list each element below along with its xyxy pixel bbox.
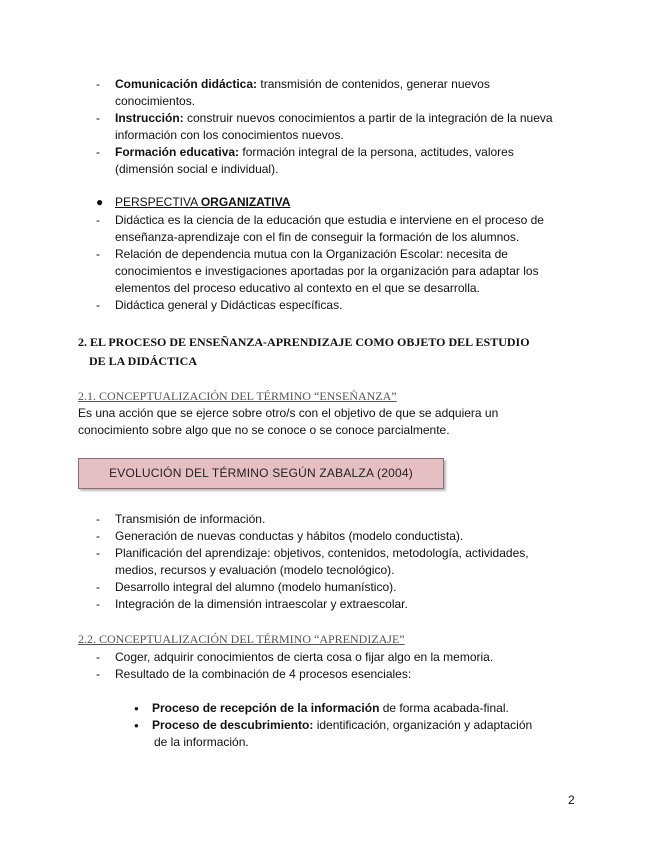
list-item: - Generación de nuevas conductas y hábitos (modelo conductista). [0,528,560,545]
list-item: - Relación de dependencia mutua con la Organización Escolar: necesita de conocimientos e investigaciones aportadas por la organización para adaptar los elementos del proceso educativo al contexto en el que se desarrolla. [0,246,560,297]
perspectiva-list [0,212,600,314]
term: Formación educativa: [115,145,240,159]
term: Instrucción: [115,111,184,125]
term: Proceso de recepción de la información [152,701,380,715]
paragraph-ensenanza: Es una acción que se ejerce sobre otro/s con el objetivo de que se adquiera un conocimiento sobre algo que no se conoce o se conoce parcialmente. [78,406,499,437]
list-item: - Comunicación didáctica: transmisión de contenidos, generar nuevos conocimientos. [0,76,560,110]
term: Proceso de descubrimiento: [152,718,314,732]
list-item: - Transmisión de información. [0,511,560,528]
list-item: ● Proceso de descubrimiento: identificación, organización y adaptación de la información. [0,717,572,751]
section1-list [0,76,600,178]
aprendizaje-list [0,649,600,683]
evolucion-list [0,511,600,613]
list-item: - Instrucción: construir nuevos conocimientos a partir de la integración de la nueva información con los conocimientos nuevos. [0,110,560,144]
subheading-2-1: 2.1. CONCEPTUALIZACIÓN DEL TÉRMINO “ENSEÑANZA” [78,389,397,403]
page-number: 2 [568,793,575,807]
subheading-2-2: 2.2. CONCEPTUALIZACIÓN DEL TÉRMINO “APRENDIZAJE” [78,632,405,646]
list-item: - Desarrollo integral del alumno (modelo humanístico). [0,579,560,596]
procesos-list [0,700,600,751]
list-item: - Didáctica es la ciencia de la educación que estudia e interviene en el proceso de enseñanza-aprendizaje con el fin de conseguir la formación de los alumnos. [0,212,560,246]
list-item: - Resultado de la combinación de 4 procesos esenciales: [0,666,560,683]
list-item: - Formación educativa: formación integral de la persona, actitudes, valores (dimensión social e individual). [0,144,560,178]
list-item: - Didáctica general y Didácticas específicas. [0,297,560,314]
evolucion-banner: EVOLUCIÓN DEL TÉRMINO SEGÚN ZABALZA (2004) [78,458,444,489]
list-item: - Planificación del aprendizaje: objetivos, contenidos, metodología, actividades, medios, recursos y evaluación (modelo tecnológico). [0,545,560,579]
section-heading-2: 2. EL PROCESO DE ENSEÑANZA-APRENDIZAJE COMO OBJETO DEL ESTUDIO DE LA DIDÁCTICA [78,335,530,368]
bullet-icon: ● [96,195,104,209]
term: Comunicación didáctica: [115,77,258,91]
document-page: - Comunicación didáctica: transmisión de contenidos, generar nuevos conocimientos. - Instrucción: construir nuevos conocimientos a partir de la integración de la nueva información con los conocimientos nuevos. - Formación educativa: formación integral de la persona, actitudes, valores (dimensión social e individual). ● PERSPECTIVA ORGANIZATIVA - Didáctica es la ciencia de la educación que estudia e interviene en el proceso de enseñanza-aprendizaje con el fin de conseguir la formación de los alumnos. - Relación de dependencia mutua con la Organización Escolar: necesita de conocimientos e investigaciones aportadas por la organización para adaptar los elementos del proceso educativo al contexto en el que se desarrolla. - Didáctica general y Didácticas específicas. 2. EL PROCESO DE ENSEÑANZA-APRENDIZAJE COMO OBJETO DEL ESTUDIO DE LA DIDÁCTICA 2.1. CONCEPTUALIZACIÓN DEL TÉRMINO “ENSEÑANZA” Es una acción que se ejerce sobre otro/s con el objetivo de que se adquiera un conocimiento sobre algo que no se conoce o se conoce parcialmente. EVOLUCIÓN DEL TÉRMINO SEGÚN ZABALZA (2004) - Transmisión de información. - Generación de nuevas conductas y hábitos (modelo conductista). - Planificación del aprendizaje: objetivos, contenidos, metodología, actividades, medios, recursos y evaluación (modelo tecnológico). - Desarrollo integral del alumno (modelo humanístico). - Integración de la dimensión intraescolar y extraescolar. 2.2. CONCEPTUALIZACIÓN DEL TÉRMINO “APRENDIZAJE” - Coger, adquirir conocimientos de cierta cosa o fijar algo en la memoria. - Resultado de la combinación de 4 procesos esenciales: ● Proceso de recepción de la información de forma acabada-final. ● Proceso de descubrimiento: identificación, organización y adaptación de la información. 2 [0,0,655,848]
list-item: ● Proceso de recepción de la información de forma acabada-final. [0,700,572,717]
list-item: - Integración de la dimensión intraescolar y extraescolar. [0,596,560,613]
list-item: - Coger, adquirir conocimientos de cierta cosa o fijar algo en la memoria. [0,649,560,666]
